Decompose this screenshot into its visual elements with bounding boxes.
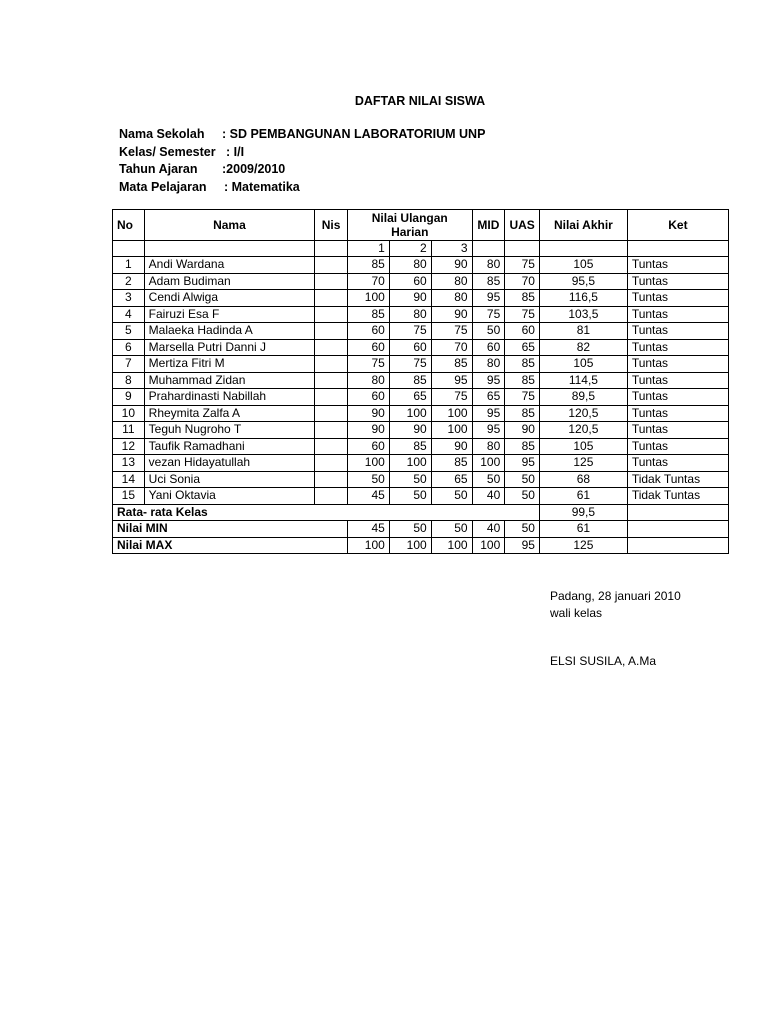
cell-ket: Tuntas	[627, 372, 728, 389]
cell-harian-2: 60	[389, 339, 431, 356]
info-row-subject	[119, 179, 485, 197]
cell-akhir: 120,5	[539, 422, 627, 439]
cell-harian-2: 75	[389, 356, 431, 373]
cell-uas: 85	[505, 405, 540, 422]
cell-ket: Tuntas	[627, 306, 728, 323]
cell-uas: 60	[505, 323, 540, 340]
subheader-harian-1: 1	[347, 241, 389, 257]
header-mid: MID	[472, 210, 505, 241]
cell-harian-3: 75	[431, 323, 472, 340]
header-harian: Nilai Ulangan Harian	[347, 210, 472, 241]
cell-akhir: 105	[539, 438, 627, 455]
cell-harian-1: 100	[347, 290, 389, 307]
summary-cell: 125	[539, 537, 627, 554]
summary-cell	[627, 504, 728, 521]
cell-harian-2: 85	[389, 372, 431, 389]
cell-nis	[315, 438, 348, 455]
cell-akhir: 116,5	[539, 290, 627, 307]
cell-nama: Yani Oktavia	[144, 488, 315, 505]
cell-mid: 85	[472, 273, 505, 290]
header-nis: Nis	[315, 210, 348, 241]
cell-nama: Mertiza Fitri M	[144, 356, 315, 373]
cell-akhir: 103,5	[539, 306, 627, 323]
cell-nis	[315, 323, 348, 340]
cell-harian-3: 90	[431, 438, 472, 455]
summary-cell	[627, 537, 728, 554]
cell-harian-2: 90	[389, 422, 431, 439]
summary-cell: 99,5	[539, 504, 627, 521]
cell-mid: 75	[472, 306, 505, 323]
cell-mid: 95	[472, 422, 505, 439]
cell-nis	[315, 372, 348, 389]
cell-uas: 75	[505, 306, 540, 323]
cell-nis	[315, 356, 348, 373]
cell-harian-3: 75	[431, 389, 472, 406]
cell-mid: 80	[472, 356, 505, 373]
cell-akhir: 95,5	[539, 273, 627, 290]
cell-mid: 65	[472, 389, 505, 406]
cell-ket: Tuntas	[627, 422, 728, 439]
summary-cell: 100	[431, 537, 472, 554]
cell-nis	[315, 257, 348, 274]
cell-ket: Tidak Tuntas	[627, 488, 728, 505]
cell-ket: Tuntas	[627, 405, 728, 422]
summary-row-max	[113, 537, 729, 554]
cell-harian-1: 60	[347, 438, 389, 455]
cell-akhir: 68	[539, 471, 627, 488]
cell-uas: 75	[505, 257, 540, 274]
cell-ket: Tuntas	[627, 455, 728, 472]
cell-ket: Tuntas	[627, 339, 728, 356]
cell-mid: 80	[472, 257, 505, 274]
summary-cell: 100	[347, 537, 389, 554]
summary-cell	[627, 521, 728, 538]
header-uas: UAS	[505, 210, 540, 241]
cell-ket: Tuntas	[627, 257, 728, 274]
cell-uas: 65	[505, 339, 540, 356]
cell-mid: 60	[472, 339, 505, 356]
cell-harian-3: 85	[431, 356, 472, 373]
cell-uas: 90	[505, 422, 540, 439]
cell-nama: Fairuzi Esa F	[144, 306, 315, 323]
cell-uas: 50	[505, 488, 540, 505]
cell-nama: Taufik Ramadhani	[144, 438, 315, 455]
subheader-empty	[627, 241, 728, 257]
cell-ket: Tuntas	[627, 438, 728, 455]
cell-harian-3: 65	[431, 471, 472, 488]
header-ket: Ket	[627, 210, 728, 241]
cell-harian-3: 90	[431, 257, 472, 274]
cell-no: 14	[113, 471, 145, 488]
cell-harian-1: 60	[347, 339, 389, 356]
cell-no: 10	[113, 405, 145, 422]
cell-nama: Prahardinasti Nabillah	[144, 389, 315, 406]
cell-harian-3: 90	[431, 306, 472, 323]
cell-harian-2: 65	[389, 389, 431, 406]
cell-no: 8	[113, 372, 145, 389]
cell-no: 12	[113, 438, 145, 455]
cell-nama: Marsella Putri Danni J	[144, 339, 315, 356]
cell-no: 9	[113, 389, 145, 406]
header-nama: Nama	[144, 210, 315, 241]
info-value: : Matematika	[224, 179, 300, 194]
cell-harian-2: 90	[389, 290, 431, 307]
cell-nama: Adam Budiman	[144, 273, 315, 290]
cell-nis	[315, 306, 348, 323]
cell-harian-2: 50	[389, 488, 431, 505]
cell-harian-3: 85	[431, 455, 472, 472]
info-row-year	[119, 161, 485, 179]
cell-harian-1: 75	[347, 356, 389, 373]
cell-akhir: 82	[539, 339, 627, 356]
table-row	[113, 422, 729, 439]
cell-harian-1: 45	[347, 488, 389, 505]
subheader-empty	[539, 241, 627, 257]
summary-label: Nilai MIN	[113, 521, 348, 538]
cell-no: 1	[113, 257, 145, 274]
cell-nama: Cendi Alwiga	[144, 290, 315, 307]
cell-harian-1: 90	[347, 422, 389, 439]
summary-label: Nilai MAX	[113, 537, 348, 554]
subheader-empty	[144, 241, 315, 257]
table-row	[113, 471, 729, 488]
cell-nama: Andi Wardana	[144, 257, 315, 274]
cell-mid: 50	[472, 471, 505, 488]
header-akhir: Nilai Akhir	[539, 210, 627, 241]
table-row	[113, 323, 729, 340]
cell-harian-1: 85	[347, 257, 389, 274]
info-label: Mata Pelajaran	[119, 179, 207, 194]
summary-label: Rata- rata Kelas	[113, 504, 540, 521]
summary-cell: 50	[505, 521, 540, 538]
table-header-row	[113, 210, 729, 241]
cell-harian-2: 75	[389, 323, 431, 340]
cell-akhir: 120,5	[539, 405, 627, 422]
summary-cell: 95	[505, 537, 540, 554]
cell-nama: Muhammad Zidan	[144, 372, 315, 389]
info-value: : I/I	[226, 144, 245, 159]
cell-nama: Rheymita Zalfa A	[144, 405, 315, 422]
summary-row-average	[113, 504, 729, 521]
cell-nis	[315, 273, 348, 290]
cell-nis	[315, 290, 348, 307]
summary-cell: 100	[472, 537, 505, 554]
cell-ket: Tuntas	[627, 356, 728, 373]
cell-no: 13	[113, 455, 145, 472]
table-row	[113, 455, 729, 472]
subheader-harian-2: 2	[389, 241, 431, 257]
cell-mid: 95	[472, 290, 505, 307]
cell-no: 15	[113, 488, 145, 505]
summary-cell: 61	[539, 521, 627, 538]
cell-akhir: 81	[539, 323, 627, 340]
info-label: Kelas/ Semester	[119, 144, 216, 159]
subheader-empty	[505, 241, 540, 257]
cell-harian-2: 60	[389, 273, 431, 290]
signature-block	[550, 588, 681, 670]
cell-no: 5	[113, 323, 145, 340]
cell-uas: 95	[505, 455, 540, 472]
cell-harian-3: 80	[431, 273, 472, 290]
cell-akhir: 125	[539, 455, 627, 472]
table-row	[113, 290, 729, 307]
cell-akhir: 105	[539, 257, 627, 274]
cell-ket: Tidak Tuntas	[627, 471, 728, 488]
table-row	[113, 405, 729, 422]
grades-table-body	[113, 257, 729, 505]
table-row	[113, 356, 729, 373]
table-subheader-row	[113, 241, 729, 257]
cell-mid: 95	[472, 405, 505, 422]
cell-nis	[315, 488, 348, 505]
cell-nis	[315, 339, 348, 356]
cell-nama: vezan Hidayatullah	[144, 455, 315, 472]
subheader-empty	[472, 241, 505, 257]
cell-harian-1: 70	[347, 273, 389, 290]
table-row	[113, 273, 729, 290]
signature-role: wali kelas	[550, 606, 603, 620]
cell-harian-3: 100	[431, 422, 472, 439]
cell-no: 7	[113, 356, 145, 373]
cell-akhir: 114,5	[539, 372, 627, 389]
grades-table	[112, 209, 729, 554]
table-row	[113, 339, 729, 356]
school-info	[119, 126, 485, 196]
cell-harian-1: 80	[347, 372, 389, 389]
cell-nama: Teguh Nugroho T	[144, 422, 315, 439]
summary-row-min	[113, 521, 729, 538]
cell-uas: 85	[505, 372, 540, 389]
cell-harian-2: 80	[389, 257, 431, 274]
cell-mid: 40	[472, 488, 505, 505]
cell-no: 2	[113, 273, 145, 290]
cell-harian-2: 85	[389, 438, 431, 455]
cell-uas: 70	[505, 273, 540, 290]
cell-harian-1: 60	[347, 323, 389, 340]
cell-akhir: 105	[539, 356, 627, 373]
cell-nis	[315, 389, 348, 406]
cell-harian-2: 50	[389, 471, 431, 488]
cell-uas: 85	[505, 290, 540, 307]
info-label: Tahun Ajaran	[119, 162, 198, 176]
cell-mid: 100	[472, 455, 505, 472]
cell-no: 3	[113, 290, 145, 307]
cell-ket: Tuntas	[627, 273, 728, 290]
cell-akhir: 89,5	[539, 389, 627, 406]
cell-harian-3: 80	[431, 290, 472, 307]
cell-uas: 50	[505, 471, 540, 488]
cell-no: 4	[113, 306, 145, 323]
header-no: No	[113, 210, 145, 241]
cell-harian-1: 85	[347, 306, 389, 323]
info-row-school	[119, 126, 485, 144]
subheader-harian-3: 3	[431, 241, 472, 257]
cell-mid: 80	[472, 438, 505, 455]
cell-nis	[315, 455, 348, 472]
cell-harian-1: 60	[347, 389, 389, 406]
info-value: : SD PEMBANGUNAN LABORATORIUM UNP	[222, 127, 486, 141]
cell-mid: 50	[472, 323, 505, 340]
table-row	[113, 257, 729, 274]
subheader-empty	[315, 241, 348, 257]
cell-no: 6	[113, 339, 145, 356]
cell-harian-3: 100	[431, 405, 472, 422]
cell-ket: Tuntas	[627, 290, 728, 307]
summary-cell: 45	[347, 521, 389, 538]
document-title: DAFTAR NILAI SISWA	[354, 94, 486, 108]
summary-cell: 50	[431, 521, 472, 538]
subheader-empty	[113, 241, 145, 257]
info-row-class	[119, 144, 485, 162]
cell-uas: 85	[505, 438, 540, 455]
cell-no: 11	[113, 422, 145, 439]
signature-name: ELSI SUSILA, A.Ma	[550, 654, 657, 668]
cell-harian-1: 50	[347, 471, 389, 488]
cell-harian-1: 90	[347, 405, 389, 422]
cell-ket: Tuntas	[627, 389, 728, 406]
cell-harian-2: 100	[389, 405, 431, 422]
cell-uas: 85	[505, 356, 540, 373]
table-row	[113, 306, 729, 323]
info-label: Nama Sekolah	[119, 127, 205, 141]
summary-cell: 100	[389, 537, 431, 554]
cell-harian-2: 100	[389, 455, 431, 472]
cell-ket: Tuntas	[627, 323, 728, 340]
cell-harian-3: 70	[431, 339, 472, 356]
table-row	[113, 389, 729, 406]
summary-cell: 50	[389, 521, 431, 538]
cell-nama: Malaeka Hadinda A	[144, 323, 315, 340]
table-row	[113, 372, 729, 389]
cell-uas: 75	[505, 389, 540, 406]
cell-nis	[315, 422, 348, 439]
cell-harian-3: 95	[431, 372, 472, 389]
cell-harian-3: 50	[431, 488, 472, 505]
info-value: :2009/2010	[222, 162, 286, 176]
cell-harian-1: 100	[347, 455, 389, 472]
summary-cell: 40	[472, 521, 505, 538]
cell-nis	[315, 471, 348, 488]
cell-nis	[315, 405, 348, 422]
table-row	[113, 488, 729, 505]
cell-harian-2: 80	[389, 306, 431, 323]
table-row	[113, 438, 729, 455]
cell-akhir: 61	[539, 488, 627, 505]
cell-mid: 95	[472, 372, 505, 389]
signature-place-date: Padang, 28 januari 2010	[550, 589, 681, 603]
cell-nama: Uci Sonia	[144, 471, 315, 488]
